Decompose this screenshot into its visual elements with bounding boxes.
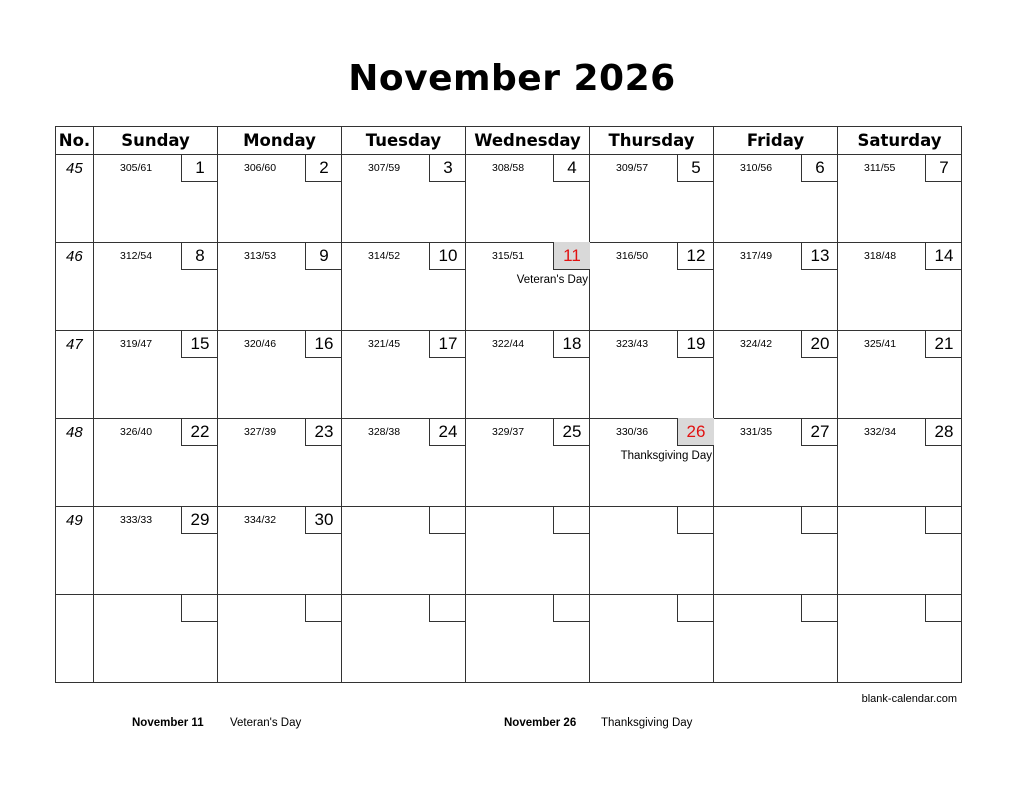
day-number: 7 [925,154,962,182]
day-number [553,506,590,534]
day-of-year-label: 324/42 [740,338,773,350]
footer-holiday-name-2: Thanksgiving Day [601,717,693,729]
day-number: 8 [181,242,218,270]
week-number: 47 [66,336,83,353]
day-number: 3 [429,154,466,182]
day-number: 14 [925,242,962,270]
day-number [677,594,714,622]
day-cell [342,507,466,595]
week-number-cell [56,507,94,595]
day-of-year-label: 321/45 [368,338,401,350]
day-number [181,594,218,622]
week-number: 49 [66,512,83,529]
day-of-year-label: 329/37 [492,426,525,438]
week-number: 48 [66,424,83,441]
day-of-year-label: 311/55 [864,162,896,174]
header-thursday: Thursday [590,127,714,155]
day-number: 5 [677,154,714,182]
day-cell [714,595,838,683]
holiday-label: Veteran's Day [516,274,588,286]
day-of-year-label: 326/40 [120,426,153,438]
day-of-year-label: 322/44 [492,338,525,350]
day-cell [590,595,714,683]
day-number: 6 [801,154,838,182]
day-cell [838,419,962,507]
day-of-year-label: 320/46 [244,338,277,350]
day-number: 23 [305,418,342,446]
header-saturday: Saturday [838,127,962,155]
week-row [56,155,962,243]
day-number: 29 [181,506,218,534]
day-number: 10 [429,242,466,270]
day-number [801,506,838,534]
day-number: 4 [553,154,590,182]
holiday-label: Thanksgiving Day [620,450,712,462]
day-cell [714,243,838,331]
day-number: 28 [925,418,962,446]
day-number [305,594,342,622]
day-cell [218,507,342,595]
day-number: 25 [553,418,590,446]
day-of-year-label: 307/59 [368,162,401,174]
footer-holiday-date-2: November 26 [504,717,577,729]
day-number: 16 [305,330,342,358]
day-cell [714,155,838,243]
week-number-cell [56,331,94,419]
day-cell [838,507,962,595]
week-row [56,507,962,595]
day-cell [466,331,590,419]
week-number: 46 [66,248,83,265]
day-cell [342,595,466,683]
day-of-year-label: 309/57 [616,162,649,174]
day-cell [590,155,714,243]
calendar-title: November 2026 [348,58,676,99]
day-cell [218,155,342,243]
day-cell [466,595,590,683]
day-number: 13 [801,242,838,270]
day-cell [94,507,218,595]
day-of-year-label: 305/61 [120,162,153,174]
day-of-year-label: 328/38 [368,426,401,438]
day-number: 30 [305,506,342,534]
day-cell [590,331,714,419]
day-cell [94,595,218,683]
day-number [801,594,838,622]
day-of-year-label: 318/48 [864,250,897,262]
day-cell [590,507,714,595]
week-row [56,595,962,683]
day-cell [218,243,342,331]
week-number-cell [56,595,94,683]
header-sunday: Sunday [94,127,218,155]
week-number: 45 [66,160,83,177]
holiday-day-number: 26 [677,418,714,446]
calendar-grid [55,126,962,683]
day-of-year-label: 308/58 [492,162,525,174]
day-number: 27 [801,418,838,446]
day-cell [838,331,962,419]
day-number: 20 [801,330,838,358]
header-wednesday: Wednesday [466,127,590,155]
day-number: 9 [305,242,342,270]
day-cell [466,419,590,507]
day-of-year-label: 312/54 [120,250,153,262]
day-number: 2 [305,154,342,182]
header-tuesday: Tuesday [342,127,466,155]
header-friday: Friday [714,127,838,155]
week-row [56,243,962,331]
day-cell [218,419,342,507]
day-number: 17 [429,330,466,358]
footer-holiday-name-1: Veteran's Day [230,717,302,729]
day-cell [94,243,218,331]
day-number: 1 [181,154,218,182]
day-of-year-label: 331/35 [740,426,773,438]
day-number: 19 [677,330,714,358]
day-of-year-label: 315/51 [492,250,525,262]
day-cell [466,155,590,243]
day-number [677,506,714,534]
day-cell [342,155,466,243]
day-number: 24 [429,418,466,446]
day-of-year-label: 314/52 [368,250,401,262]
day-cell [342,331,466,419]
day-cell [342,419,466,507]
day-of-year-label: 333/33 [120,514,153,526]
day-cell [94,155,218,243]
footer-holiday-date-1: November 11 [132,717,204,729]
day-of-year-label: 310/56 [740,162,773,174]
day-of-year-label: 332/34 [864,426,897,438]
day-cell [838,243,962,331]
week-number-cell [56,419,94,507]
week-number-cell [56,243,94,331]
day-number: 21 [925,330,962,358]
week-row [56,419,962,507]
day-cell [94,331,218,419]
day-cell [714,507,838,595]
day-of-year-label: 334/32 [244,514,277,526]
day-of-year-label: 317/49 [740,250,773,262]
day-cell [838,155,962,243]
day-of-year-label: 327/39 [244,426,277,438]
day-of-year-label: 319/47 [120,338,153,350]
header-week-number: No. [56,127,94,155]
day-cell [838,595,962,683]
day-of-year-label: 306/60 [244,162,277,174]
day-of-year-label: 316/50 [616,250,649,262]
day-cell [466,243,590,331]
day-number: 22 [181,418,218,446]
day-cell [94,419,218,507]
site-credit: blank-calendar.com [861,693,957,705]
day-number [429,506,466,534]
day-cell [714,419,838,507]
day-number [925,506,962,534]
day-cell [466,507,590,595]
day-of-year-label: 323/43 [616,338,649,350]
day-cell [218,595,342,683]
day-number [429,594,466,622]
day-of-year-label: 330/36 [616,426,649,438]
day-of-year-label: 313/53 [244,250,277,262]
day-number: 18 [553,330,590,358]
day-number [925,594,962,622]
week-number-cell [56,155,94,243]
day-cell [714,331,838,419]
day-number: 15 [181,330,218,358]
day-of-year-label: 325/41 [864,338,897,350]
day-number: 12 [677,242,714,270]
day-cell [342,243,466,331]
header-row [56,127,962,155]
day-number [553,594,590,622]
day-cell [590,419,714,507]
holiday-day-number: 11 [553,242,590,270]
header-monday: Monday [218,127,342,155]
week-row [56,331,962,419]
day-cell [590,243,714,331]
day-cell [218,331,342,419]
